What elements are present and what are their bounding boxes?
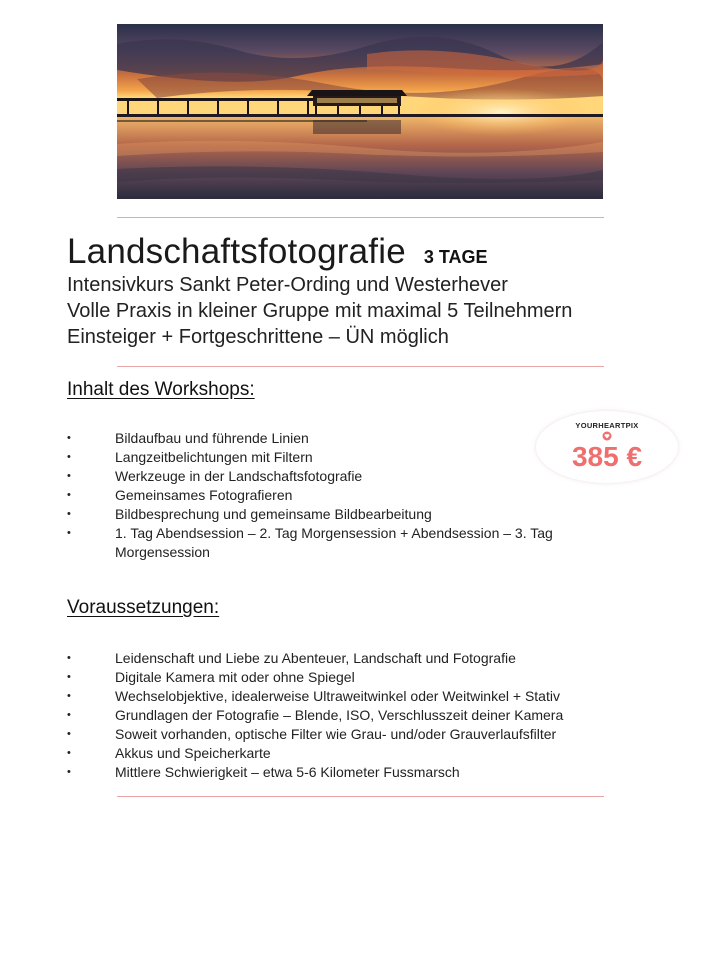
bullet-icon: • (67, 652, 71, 664)
list-item: • 1. Tag Abendsession – 2. Tag Morgensession + Abendsession – 3. Tag Morgensession (67, 525, 553, 560)
list-item: • Akkus und Speicherkarte (67, 745, 271, 761)
heart-icon (602, 431, 612, 441)
bullet-icon: • (67, 508, 71, 520)
bullet-icon: • (67, 527, 71, 539)
list-item: • Leidenschaft und Liebe zu Abenteuer, Landschaft und Fotografie (67, 650, 516, 666)
duration-badge: 3 TAGE (423, 247, 488, 267)
bullet-icon: • (67, 489, 71, 501)
list-item: • Soweit vorhanden, optische Filter wie Grau- und/oder Grauverlaufsfilter (67, 726, 557, 742)
list-item: • Werkzeuge in der Landschaftsfotografie (67, 468, 363, 484)
subtitle-group: Volle Praxis in kleiner Gruppe mit maximal 5 Teilnehmern (67, 300, 573, 322)
divider-top (117, 217, 604, 218)
requirements-heading: Voraussetzungen: (67, 597, 220, 618)
bullet-icon: • (67, 728, 71, 740)
list-item: • Wechselobjektive, idealerweise Ultraweitwinkel oder Weitwinkel + Stativ (67, 688, 560, 704)
bullet-icon: • (67, 432, 71, 444)
bullet-icon: • (67, 747, 71, 759)
bullet-icon: • (67, 470, 71, 482)
title-line (67, 232, 667, 272)
price-badge (536, 411, 678, 483)
list-item: • Gemeinsames Fotografieren (67, 487, 293, 503)
bullet-icon: • (67, 671, 71, 683)
workshop-heading: Inhalt des Workshops: (67, 379, 255, 400)
bullet-icon: • (67, 709, 71, 721)
requirements-list (67, 649, 647, 782)
bullet-icon: • (67, 766, 71, 778)
divider-bottom (117, 796, 604, 797)
hero-image (117, 24, 603, 199)
price-value: 385 € (571, 441, 643, 472)
list-item: • Langzeitbelichtungen mit Filtern (67, 449, 313, 465)
list-item: • Digitale Kamera mit oder ohne Spiegel (67, 669, 355, 685)
sunset-pier-photo (117, 24, 603, 199)
header-block (67, 232, 667, 350)
brand-label: YOURHEARTPIX (575, 421, 639, 430)
page-title: Landschaftsfotografie (67, 232, 406, 271)
subtitle-course: Intensivkurs Sankt Peter-Ording und Westerhever (67, 274, 508, 296)
bullet-icon: • (67, 451, 71, 463)
list-item: • Bildbesprechung und gemeinsame Bildbearbeitung (67, 506, 432, 522)
subtitle-level: Einsteiger + Fortgeschrittene – ÜN möglich (67, 326, 449, 348)
bullet-icon: • (67, 690, 71, 702)
divider-middle (117, 366, 604, 367)
list-item: • Mittlere Schwierigkeit – etwa 5-6 Kilometer Fussmarsch (67, 764, 460, 780)
list-item: • Grundlagen der Fotografie – Blende, ISO, Verschlusszeit deiner Kamera (67, 707, 564, 723)
list-item: • Bildaufbau und führende Linien (67, 430, 309, 446)
